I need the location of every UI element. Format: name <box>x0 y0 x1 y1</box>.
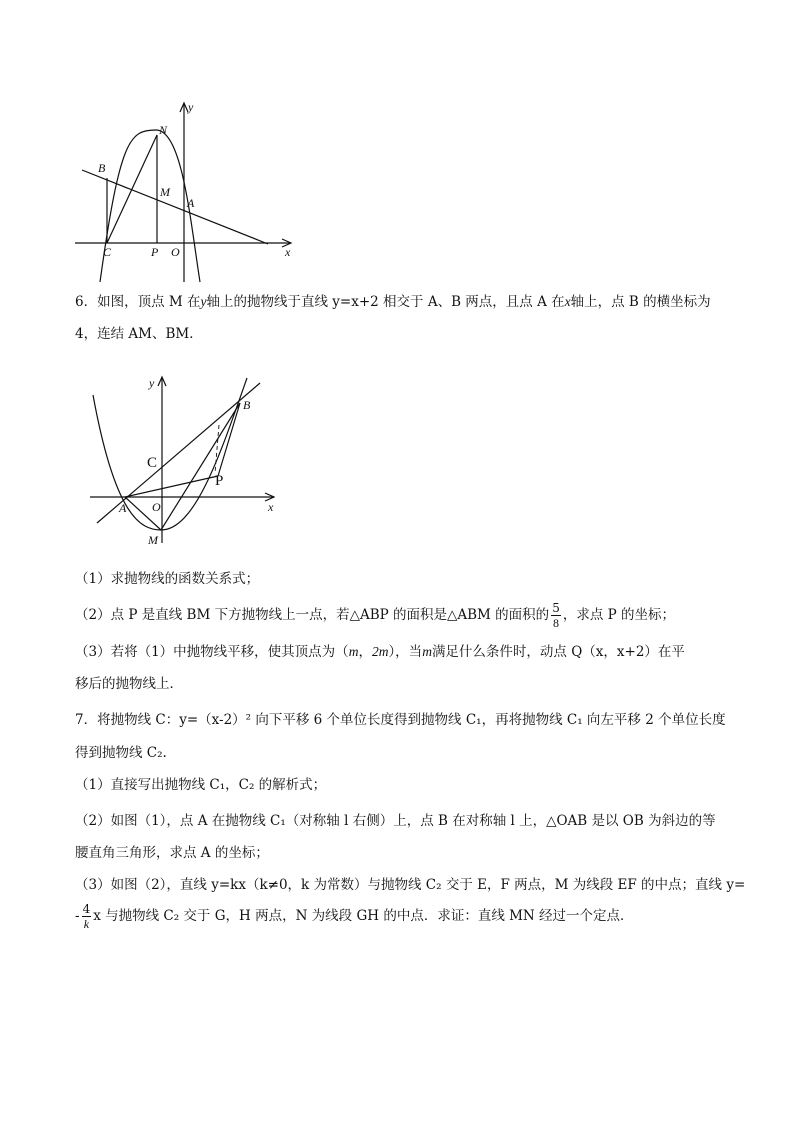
parabola <box>100 130 200 282</box>
segment-bm <box>161 403 240 530</box>
segment-bp <box>218 403 240 476</box>
label-b: B <box>243 398 251 412</box>
line-ba <box>82 170 268 244</box>
label-b: B <box>98 161 106 175</box>
label-n: N <box>159 123 168 137</box>
label-o: O <box>171 245 180 259</box>
label-y: y <box>188 100 194 114</box>
q6-part-2: （2）点 P 是直线 BM 下方抛物线上一点，若△ABP 的面积是△ABM 的面积的 $\frac{5}{8}$ ，求点 P 的坐标； <box>75 601 675 630</box>
q7-part-3a: （3）如图（2），直线 y=kx（k≠0，k 为常数）与抛物线 C₂ 交于 E，F 两点，M 为线段 EF 的中点；直线 y= <box>75 877 746 893</box>
label-c: C <box>147 455 158 471</box>
label-y: y <box>149 376 155 390</box>
fraction-4-k: $\frac{4}{k}$ <box>82 902 91 931</box>
q6-line-2: 4，连结 AM、BM． <box>75 326 203 342</box>
q7-part-3b: - $\frac{4}{k}$ x 与抛物线 C₂ 交于 G，H 两点，N 为线段 GH 的中点．求证：直线 MN 经过一个定点． <box>75 902 634 931</box>
q7-part-2b: 腰直角三角形，求点 A 的坐标； <box>75 845 269 861</box>
q6-part-3-cont: 移后的抛物线上． <box>75 676 183 692</box>
label-m: M <box>160 185 170 199</box>
label-p: P <box>215 473 224 489</box>
label-p: P <box>151 245 159 259</box>
q7-line-1: 7．将抛物线 C：y=（x-2）² 向下平移 6 个单位长度得到抛物线 C₁，再将抛物线 C₁ 向左平移 2 个单位长度 <box>75 712 726 728</box>
label-a: A <box>187 196 195 210</box>
label-x: x <box>285 245 291 259</box>
q7-part-1: （1）直接写出抛物线 C₁，C₂ 的解析式； <box>75 777 327 793</box>
q6-part-3: （3）若将（1）中抛物线平移，使其顶点为（m，2m），当m满足什么条件时，动点 Q（x，x+2）在平 <box>75 644 685 660</box>
label-o: O <box>152 500 161 514</box>
segment-cn <box>107 135 157 243</box>
label-c: C <box>103 245 112 259</box>
q6-line-1: 6．如图，顶点 M 在y轴上的抛物线于直线 y=x+2 相交于 A、B 两点，且点 A 在x轴上，点 B 的横坐标为 <box>75 294 711 310</box>
dashed-guide <box>215 425 219 473</box>
q7-part-2a: （2）如图（1），点 A 在抛物线 C₁（对称轴 l 右侧）上，点 B 在对称轴 l 上，△OAB 是以 OB 为斜边的等 <box>75 813 716 829</box>
fraction-5-8: $\frac{5}{8}$ <box>552 601 560 630</box>
label-a: A <box>119 501 127 515</box>
q6-part-1: （1）求抛物线的函数关系式； <box>75 571 260 587</box>
figure-1 <box>70 98 305 284</box>
label-x: x <box>268 500 274 514</box>
figure-2 <box>85 375 275 553</box>
q7-line-2: 得到抛物线 C₂. <box>75 745 167 761</box>
label-m: M <box>148 533 158 547</box>
